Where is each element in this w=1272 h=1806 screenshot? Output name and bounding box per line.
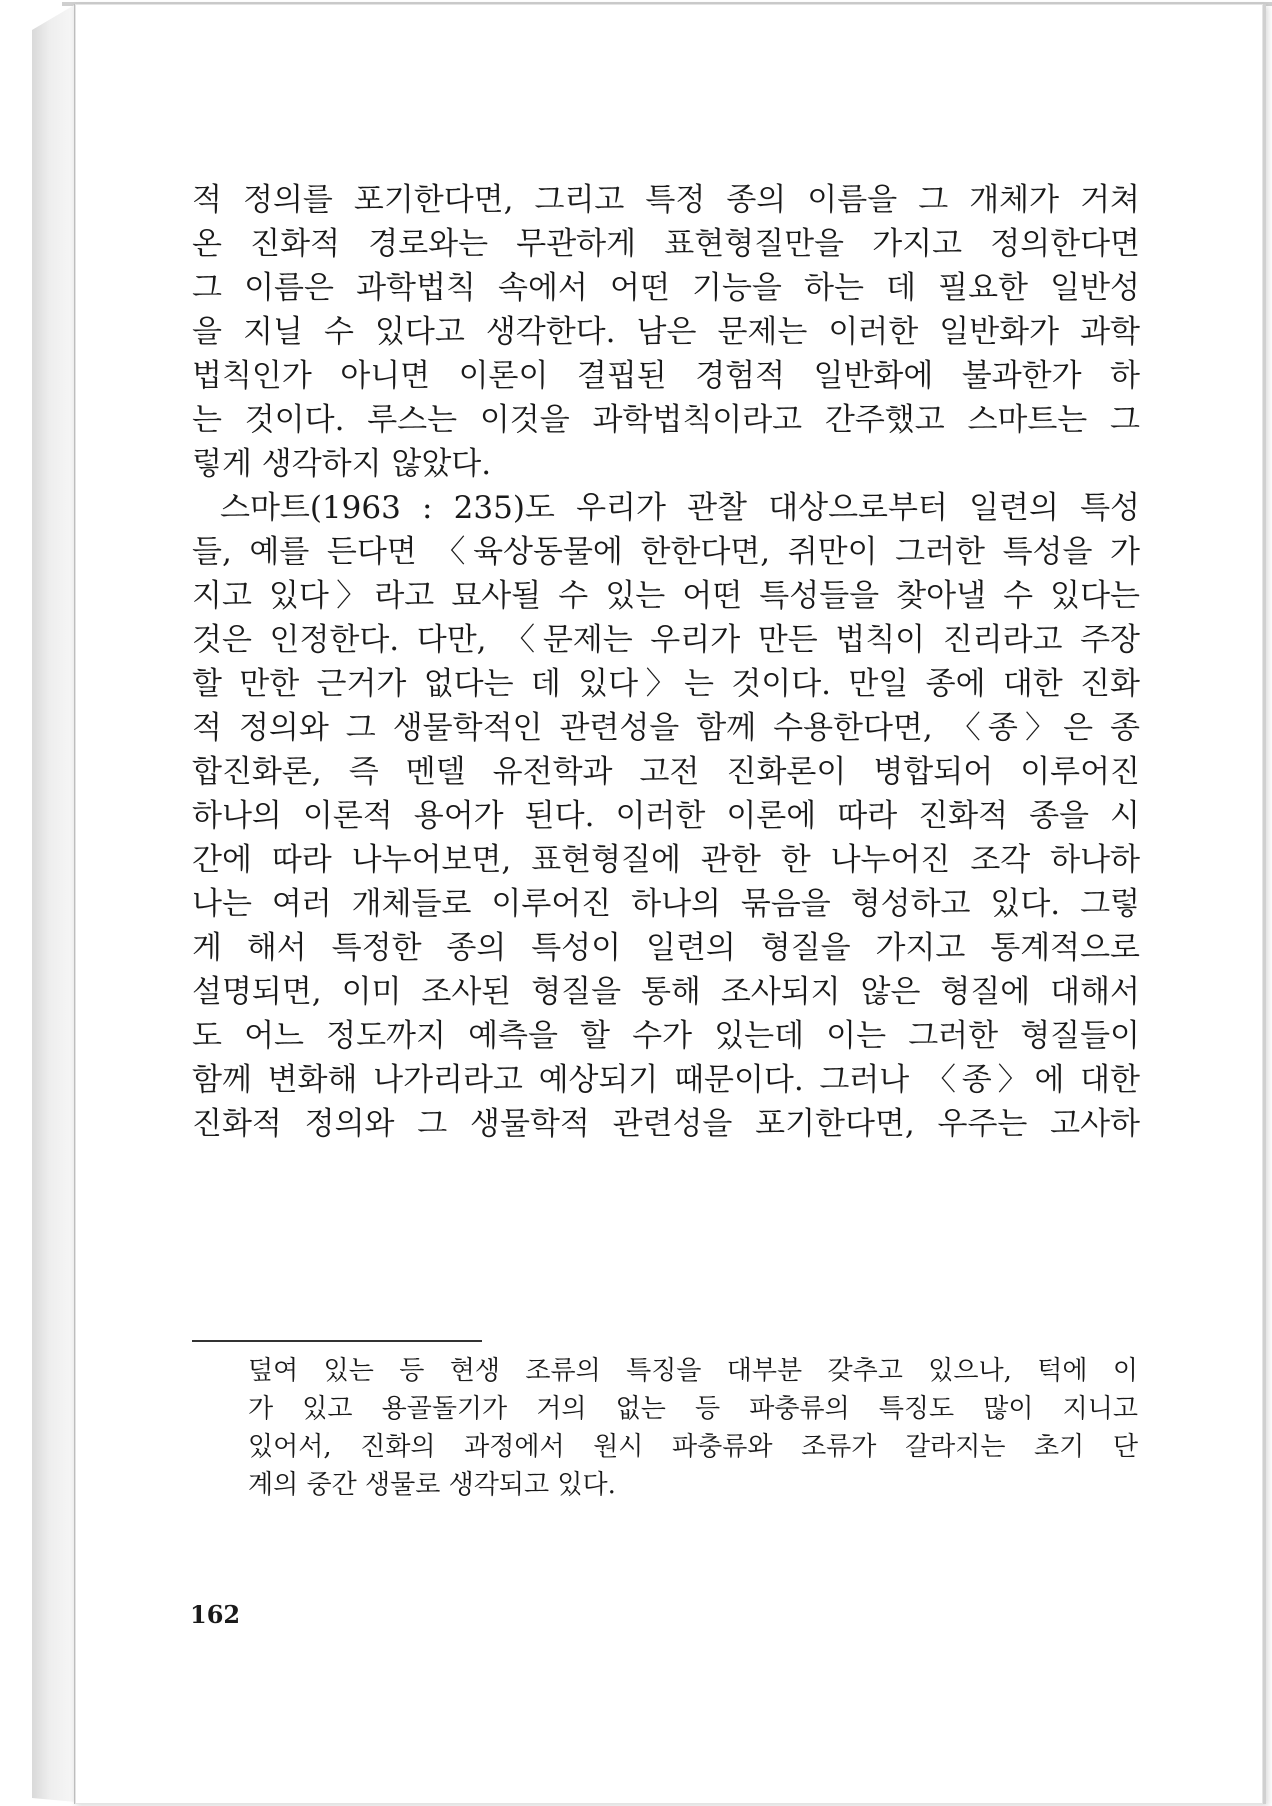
body-text bbox=[192, 178, 1140, 1146]
body-line: 렇게 생각하지 않았다. bbox=[192, 446, 492, 482]
body-line: 법칙인가 아니면 이론이 결핍된 경험적 일반화에 불과한가 하 bbox=[192, 358, 1140, 394]
footnote-line: 가 있고 용골돌기가 거의 없는 등 파충류의 특징도 많이 지니고 bbox=[248, 1394, 1138, 1424]
body-line: 도 어느 정도까지 예측을 할 수가 있는데 이는 그러한 형질들이 bbox=[192, 1018, 1140, 1054]
body-line: 간에 따라 나누어보면, 표현형질에 관한 한 나누어진 조각 하나하 bbox=[192, 842, 1140, 878]
footnote-divider bbox=[192, 1340, 482, 1342]
body-line: 스마트(1963 : 235)도 우리가 관찰 대상으로부터 일련의 특성 bbox=[220, 490, 1140, 526]
body-line: 함께 변화해 나가리라고 예상되기 때문이다. 그러나 〈종〉에 대한 bbox=[192, 1062, 1140, 1098]
footnote-line: 덮여 있는 등 현생 조류의 특징을 대부분 갖추고 있으나, 턱에 이 bbox=[248, 1356, 1138, 1386]
body-line: 하나의 이론적 용어가 된다. 이러한 이론에 따라 진화적 종을 시 bbox=[192, 798, 1140, 834]
body-line: 을 지닐 수 있다고 생각한다. 남은 문제는 이러한 일반화가 과학 bbox=[192, 314, 1140, 350]
body-line: 게 해서 특정한 종의 특성이 일련의 형질을 가지고 통계적으로 bbox=[192, 930, 1140, 966]
body-line: 적 정의를 포기한다면, 그리고 특정 종의 이름을 그 개체가 거쳐 bbox=[192, 182, 1140, 218]
body-line: 합진화론, 즉 멘델 유전학과 고전 진화론이 병합되어 이루어진 bbox=[192, 754, 1140, 790]
body-line: 는 것이다. 루스는 이것을 과학법칙이라고 간주했고 스마트는 그 bbox=[192, 402, 1140, 438]
body-line: 온 진화적 경로와는 무관하게 표현형질만을 가지고 정의한다면 bbox=[192, 226, 1140, 262]
book-spine bbox=[32, 4, 76, 1802]
page-number: 162 bbox=[190, 1600, 241, 1629]
body-line: 할 만한 근거가 없다는 데 있다〉는 것이다. 만일 종에 대한 진화 bbox=[192, 666, 1140, 702]
footnote-line: 계의 중간 생물로 생각되고 있다. bbox=[248, 1470, 616, 1500]
body-line: 그 이름은 과학법칙 속에서 어떤 기능을 하는 데 필요한 일반성 bbox=[192, 270, 1140, 306]
footnote bbox=[248, 1352, 1138, 1504]
body-line: 들, 예를 든다면 〈육상동물에 한한다면, 쥐만이 그러한 특성을 가 bbox=[192, 534, 1140, 570]
body-line: 진화적 정의와 그 생물학적 관련성을 포기한다면, 우주는 고사하 bbox=[192, 1106, 1140, 1142]
body-line: 지고 있다〉라고 묘사될 수 있는 어떤 특성들을 찾아낼 수 있다는 bbox=[192, 578, 1140, 614]
body-line: 적 정의와 그 생물학적인 관련성을 함께 수용한다면, 〈종〉은 종 bbox=[192, 710, 1140, 746]
footnote-line: 있어서, 진화의 과정에서 원시 파충류와 조류가 갈라지는 초기 단 bbox=[248, 1432, 1138, 1462]
body-line: 것은 인정한다. 다만, 〈문제는 우리가 만든 법칙이 진리라고 주장 bbox=[192, 622, 1140, 658]
body-line: 나는 여러 개체들로 이루어진 하나의 묶음을 형성하고 있다. 그렇 bbox=[192, 886, 1140, 922]
body-line: 설명되면, 이미 조사된 형질을 통해 조사되지 않은 형질에 대해서 bbox=[192, 974, 1140, 1010]
